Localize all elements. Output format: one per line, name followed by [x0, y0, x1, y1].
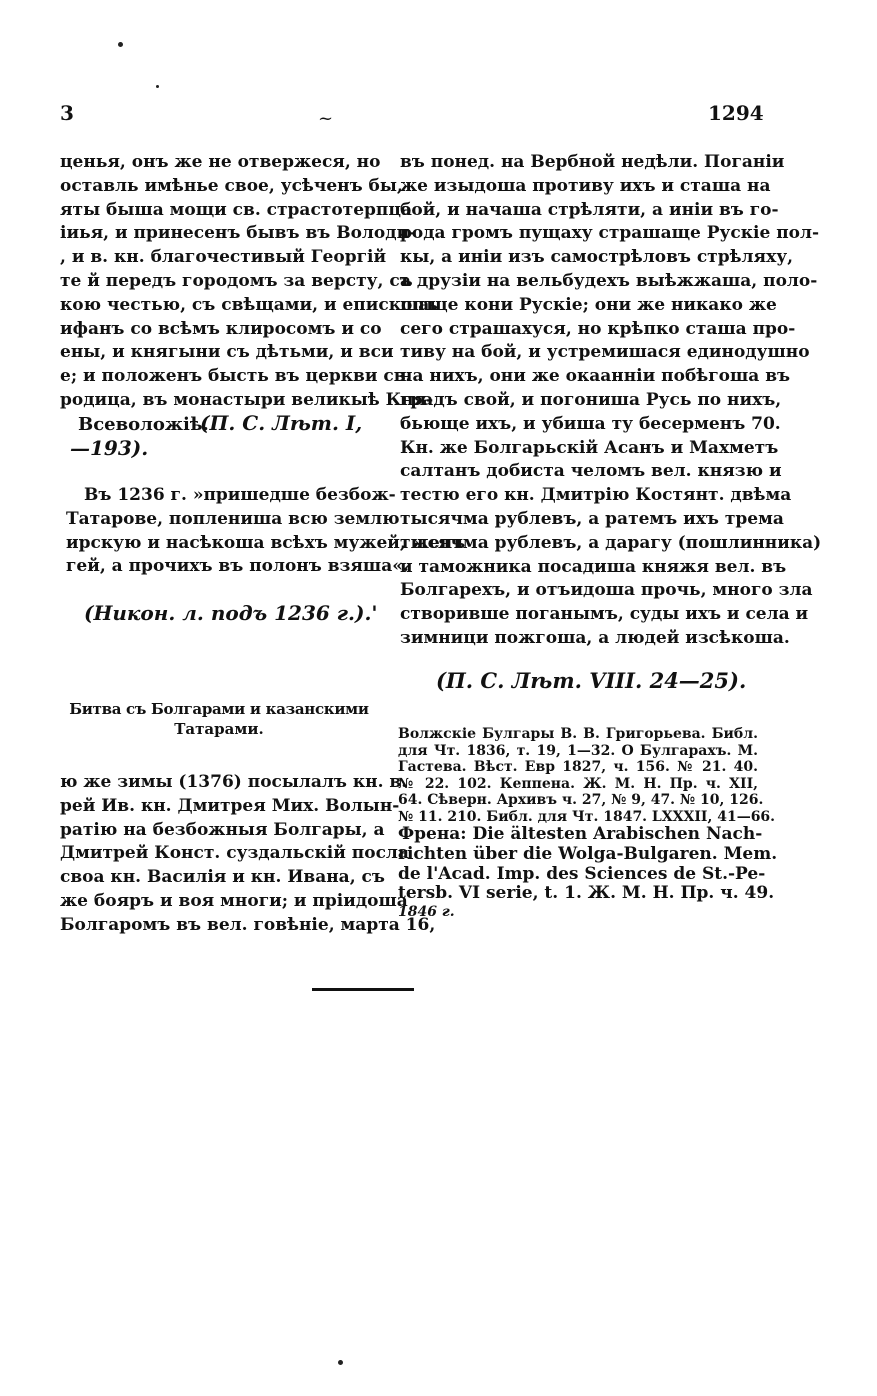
text-line: Дмитрей Конст. суздальскій посла [60, 843, 409, 864]
text-line: Татарове, поплениша всю землю [66, 508, 400, 529]
text-line: оставль имѣнье свое, усѣченъ бы, [60, 175, 403, 196]
text-line: , и в. кн. благочестивый Георгій [60, 247, 387, 268]
citation-3: (П. С. Лѣт. VIII. 24—25). [436, 668, 747, 693]
text-line-vsevolozh: Всеволожіѣ. [78, 414, 209, 435]
text-line: Болгарехъ, и отъидоша прочь, много зла [400, 580, 813, 601]
text-line: ю же зимы (1376) посылалъ кн. в. [60, 772, 408, 792]
bib-line: Волжскіе Булгары В. В. Григорьева. Библ. [398, 726, 758, 742]
text-line: те й передъ городомъ за версту, съ [60, 270, 413, 291]
text-line: и таможника посадиша княжя вел. въ [400, 556, 787, 577]
text-line: тестю его кн. Дмитрію Костянт. двѣма [400, 485, 792, 506]
text-line: ценья, онъ же не отвержеся, но [60, 152, 381, 172]
bibliography [398, 726, 778, 921]
text-line: гей, а прочихъ въ полонъ взяша«. [66, 556, 409, 577]
heading-line-2: Татарами. [174, 720, 264, 738]
bib-line: de l'Acad. Imp. des Sciences de St.-Pe- [398, 863, 766, 884]
header-mark: ~ [318, 108, 334, 129]
text-line: яты быша мощи св. страстотерпца [60, 199, 412, 220]
text-line: кы, а иніи изъ самострѣловъ стрѣляху, [400, 247, 794, 268]
section-divider [312, 988, 414, 991]
text-line: кою честью, съ свѣщами, и епископъ [60, 294, 438, 315]
text-line: въ понед. на Вербной недѣли. Поганіи [400, 152, 785, 172]
text-line: тиву на бой, и устремишася единодушно [400, 342, 810, 363]
bib-line: № 22. 102. Кеппена. Ж. М. Н. Пр. ч. XII, [398, 775, 758, 792]
citation-2: (Никон. л. подъ 1236 г.).' [84, 601, 378, 625]
bib-line: richten über die Wolga-Bulgaren. Mem. [398, 843, 778, 864]
text-line: Болгаромъ въ вел. говѣніе, марта 16, [60, 914, 436, 935]
text-line: бьюще ихъ, и убиша ту бесерменъ 70. [400, 413, 781, 434]
section-heading [60, 700, 378, 738]
speck [118, 42, 123, 47]
text-line: ифанъ со всѣмъ клиросомъ и со [60, 318, 382, 339]
text-line: е; и положенъ бысть въ церкви св. [60, 366, 412, 387]
heading-line-1: Битва съ Болгарами и казанскими [69, 700, 369, 718]
text-line: створивше поганымъ, суды ихъ и села и [400, 604, 809, 625]
bib-line: Френа: Die ältesten Arabischen Nach- [398, 824, 763, 844]
text-line: же бояръ и воя многи; и пріидоша [60, 890, 408, 911]
text-line: бой, и начаша стрѣляти, а иніи въ го- [400, 199, 779, 220]
bib-line: № 11. 210. Библ. для Чт. 1847. LXXXII, 41—66. [398, 808, 776, 825]
text-line: рей Ив. кн. Дмитрея Мих. Волын- [60, 795, 400, 816]
page-number-left: 3 [60, 101, 74, 125]
text-line: сего страшахуся, но крѣпко сташа про- [400, 318, 796, 339]
page-number-right: 1294 [708, 101, 764, 125]
left-column [60, 151, 438, 413]
left-top-paragraph [60, 151, 438, 413]
text-line: рода громъ пущаху страшаще Рускіе пол- [400, 223, 820, 244]
text-line: зимници пожгоша, а людей изсѣкоша. [400, 627, 790, 648]
text-line: на нихъ, они же окаанніи побѣгоша въ [400, 366, 791, 387]
bib-line: для Чт. 1836, т. 19, 1—32. О Булгарахъ. М. [398, 742, 758, 759]
citation-1-b: —193). [70, 436, 149, 460]
citation-1-a: (П. С. Лѣт. I, [200, 411, 363, 435]
bib-line: Гастева. Вѣст. Евр 1827, ч. 156. № 21. 40. [398, 759, 758, 775]
text-line: родица, въ монастыри великыѣ Кня- [60, 389, 434, 410]
left-paragraph-1236 [66, 484, 466, 579]
text-line: тысячма рублевъ, а ратемъ ихъ трема [400, 508, 784, 529]
text-line: Кн. же Болгарьскій Асанъ и Махметъ [400, 437, 779, 458]
text-line: шаще кони Рускіе; они же никако же [400, 294, 777, 315]
text-line: а друзіи на вельбудехъ выѣжжаша, полo- [400, 270, 818, 291]
text-line: ены, и княгыни съ дѣтьми, и вси [60, 342, 394, 363]
bib-line: 1846 г. [398, 904, 455, 921]
text-line: своа кн. Василія и кн. Ивана, съ [60, 867, 385, 888]
text-line: тысячма рублевъ, а дарагу (пошлинника) [400, 532, 822, 553]
text-line: салтанъ добиста челомъ вел. князю и [400, 461, 782, 482]
text-line: ирскую и насѣкоша всѣхъ мужей, женъ [66, 532, 466, 553]
text-line: іиья, и принесенъ бывъ въ Володи- [60, 223, 417, 244]
bib-line: 64. Сѣверн. Архивъ ч. 27, № 9, 47. № 10, 126. [398, 792, 764, 808]
right-column [400, 151, 822, 651]
speck [156, 85, 159, 88]
text-line: градъ свой, и погониша Русь по нихъ, [400, 389, 782, 410]
bib-line: tersb. VI serie, t. 1. Ж. М. Н. Пр. ч. 49. [398, 883, 775, 904]
text-line: же изыдоша противу ихъ и сташа на [400, 175, 771, 196]
text-line: ратію на безбожныя Болгары, а [60, 819, 385, 840]
speck [338, 1360, 343, 1365]
text-line: Въ 1236 г. »пришедше безбож- [84, 485, 396, 505]
